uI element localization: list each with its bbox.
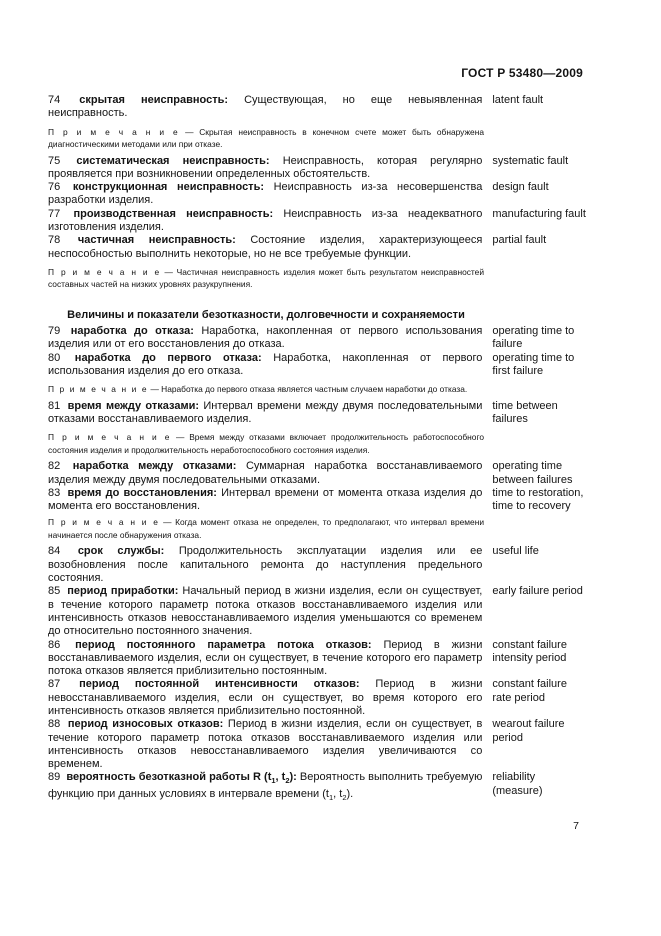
term-number: 85 (48, 585, 61, 598)
term-definition: Существующая, но еще невыявленная неисправность. (48, 94, 483, 120)
term-number: 80 (48, 351, 61, 364)
term-definition: Наработка, накопленная от первого использования изделия до его отказа. (48, 351, 483, 377)
term-entry-89 (48, 771, 588, 804)
english-equivalent: reliability (measure) (492, 771, 543, 797)
term-name: период приработки: (67, 585, 179, 598)
term-entry-81 (48, 400, 588, 427)
term-number: 89 (48, 771, 61, 784)
note-label: П р и м е ч а н и е (48, 384, 149, 395)
note-label: П р и м е ч а н и е (48, 517, 160, 528)
definition-part: , t (333, 787, 343, 800)
term-number: 78 (48, 234, 61, 247)
term-definition: Состояние изделия, характеризующееся неспособностью выполнить некоторые, но не все требуемые функции. (48, 234, 483, 260)
term-number: 84 (48, 545, 61, 558)
english-equivalent: constant failure intensity period (492, 638, 567, 664)
term-definition: Период в жизни изделия, если он существует, в течение которого параметр потока отказов восстанавливаемого изделия или интенсивность отказов невосстанавливаемого изделия увеличиваются со временем. (48, 718, 483, 771)
term-definition: Неисправность из-за несовершенства разработки изделия. (48, 181, 483, 207)
definition-part: ). (346, 787, 354, 800)
note-label: П р и м е ч а н и е (48, 266, 161, 277)
note-text: — Время между отказами включает продолжительность работоспособного состояния изделия и продолжительность неработоспособного состояния изделия. (48, 432, 484, 455)
term-name: частичная неисправность: (77, 234, 236, 247)
subscript: 1 (328, 793, 334, 803)
term-number: 77 (48, 207, 61, 220)
term-definition: Период в жизни восстанавливаемого изделия, если он существует, в течение которого его параметр потока отказов является приблизительно постоянным. (48, 638, 483, 678)
term-name: период износовых отказов: (67, 718, 224, 731)
term-name: период постоянной интенсивности отказов: (79, 678, 360, 691)
term-definition: Интервал времени между двумя последовательными отказами восстанавливаемого изделия. (48, 399, 483, 425)
term-definition: Суммарная наработка восстанавливаемого изделия между двумя последовательными отказами. (48, 460, 483, 486)
document-header: ГОСТ Р 53480—2009 (461, 66, 583, 80)
note-81 (48, 431, 484, 456)
term-entry-78 (48, 234, 588, 261)
subscript: 2 (342, 793, 347, 803)
english-equivalent: systematic fault (492, 154, 569, 167)
note-74 (48, 126, 484, 151)
term-definition: Продолжительность эксплуатации изделия или ее возобновления после капитального ремонта до наступления предельного состояния. (48, 545, 483, 585)
term-entry-88 (48, 718, 588, 771)
term-name: наработка между отказами: (72, 460, 237, 473)
term-entry-80 (48, 352, 588, 379)
term-entry-85 (48, 585, 588, 638)
term-name: время до восстановления: (67, 486, 217, 499)
term-definition: Наработка, накопленная от первого использования изделия или от его восстановления до отказа. (48, 324, 483, 351)
note-83 (48, 516, 484, 541)
term-name: производственная неисправность: (73, 207, 274, 220)
term-name-part: , t (275, 771, 286, 784)
note-text: — Частичная неисправность изделия может быть результатом неисправностей составных частей на низких уровнях разукрупнения. (48, 266, 484, 290)
term-entry-79 (48, 325, 588, 352)
term-name: срок службы: (77, 545, 165, 558)
subscript: 2 (285, 776, 290, 786)
term-number: 88 (48, 718, 61, 731)
english-equivalent: time to restoration, time to recovery (492, 486, 584, 513)
term-entry-86 (48, 639, 588, 679)
term-name: скрытая неисправность: (79, 94, 229, 106)
term-name-part: вероятность безотказной работы R (t (66, 771, 272, 784)
page-number: 7 (573, 820, 579, 832)
term-number: 81 (48, 399, 61, 412)
subscript: 1 (271, 776, 276, 786)
note-label: П р и м е ч а н и е (48, 126, 180, 137)
term-entry-76 (48, 181, 588, 208)
note-78 (48, 266, 484, 291)
term-number: 76 (48, 181, 61, 194)
term-name: наработка до отказа: (70, 324, 194, 337)
term-number: 75 (48, 154, 61, 167)
term-name-part: ): (289, 771, 297, 784)
term-number: 82 (48, 460, 61, 473)
term-name (66, 771, 297, 786)
note-text: — Когда момент отказа не определен, то предполагают, что интервал времени начинается после обнаружения отказа. (48, 517, 484, 540)
term-definition: Неисправность из-за неадекватного изготовления изделия. (48, 207, 483, 234)
note-text: — Наработка до первого отказа является частным случаем наработки до отказа. (150, 384, 468, 395)
english-equivalent: constant failure rate period (492, 678, 567, 704)
english-equivalent: operating time to failure (492, 324, 575, 351)
term-name: время между отказами: (67, 399, 200, 412)
term-entry-82 (48, 460, 588, 487)
term-number: 86 (48, 638, 61, 651)
term-number: 79 (48, 324, 61, 337)
note-80 (48, 383, 484, 396)
note-label: П р и м е ч а н и е (48, 432, 172, 443)
english-equivalent: design fault (492, 181, 549, 194)
term-name: наработка до первого отказа: (74, 351, 262, 364)
note-text: — Скрытая неисправность в конечном счете может быть обнаружена диагностическими методами или при отказе. (48, 126, 484, 150)
term-entry-77 (48, 208, 588, 235)
english-equivalent: manufacturing fault (492, 207, 586, 220)
term-name: период постоянного параметра потока отказов: (75, 638, 372, 651)
term-entry-74 (48, 94, 588, 121)
term-number: 83 (48, 486, 61, 499)
term-definition: Период в жизни невосстанавливаемого изделия, если он существует, во время которого его интенсивность отказов является приблизительно постоянной. (48, 678, 483, 717)
term-definition: Неисправность, которая регулярно проявляется при возникновении определенных обстоятельств. (48, 154, 483, 180)
term-definition: Интервал времени от момента отказа изделия до момента его восстановления. (48, 486, 483, 513)
document-body (48, 94, 588, 804)
term-definition: Начальный период в жизни изделия, если он существует, в течение которого параметр потока отказов восстанавливаемого изделия или интенсивность отказов невосстанавливаемого изделия уменьшаются со временем до относительно постоянного значения. (48, 585, 483, 638)
english-equivalent: operating time between failures (492, 460, 573, 486)
english-equivalent: wearout failure period (492, 718, 565, 744)
english-equivalent: operating time to first failure (492, 351, 575, 377)
term-entry-87 (48, 678, 588, 718)
term-entry-75 (48, 155, 588, 182)
term-name: конструкционная неисправность: (72, 181, 264, 194)
section-title: Величины и показатели безотказности, долговечности и сохраняемости (67, 308, 465, 321)
english-equivalent: early failure period (492, 585, 583, 598)
definition-part: Вероятность выполнить требуемую функцию при данных условиях в интервале времени (t (48, 771, 483, 800)
term-number: 87 (48, 678, 61, 691)
term-entry-83 (48, 487, 588, 514)
english-equivalent: useful life (492, 545, 539, 558)
term-entry-84 (48, 545, 588, 585)
english-equivalent: partial fault (492, 234, 547, 247)
term-number: 74 (48, 94, 61, 106)
term-name: систематическая неисправность: (76, 154, 270, 167)
english-equivalent: latent fault (492, 94, 544, 106)
english-equivalent: time between failures (492, 399, 558, 425)
